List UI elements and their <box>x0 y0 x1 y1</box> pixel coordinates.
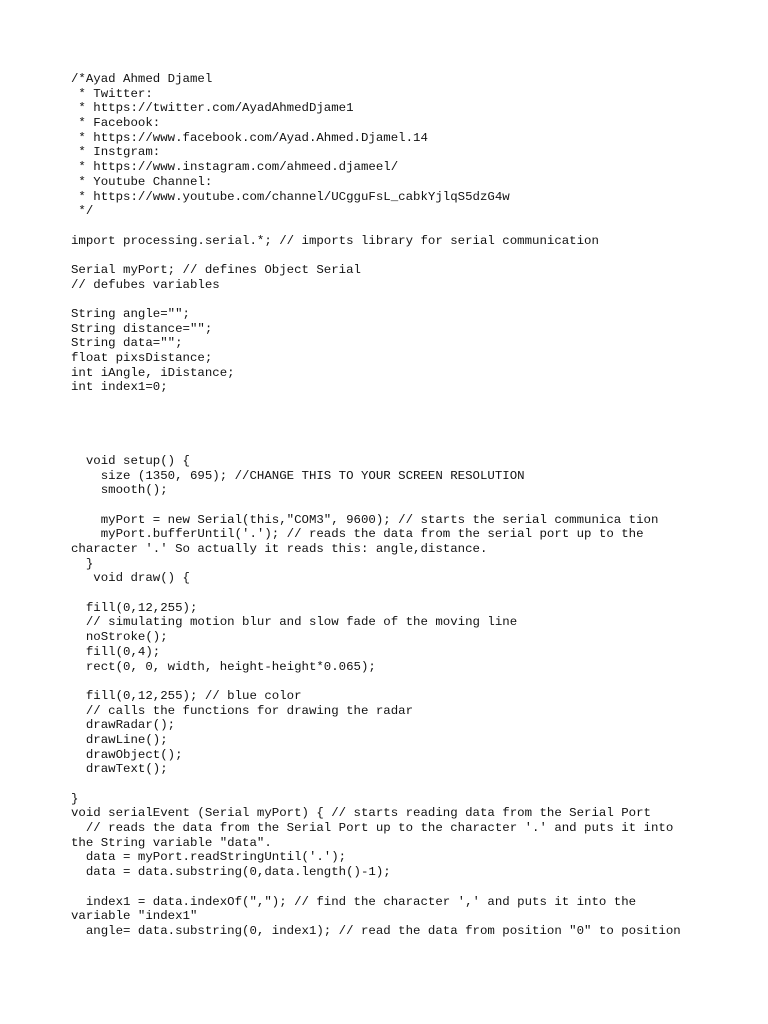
code-line: data = myPort.readStringUntil('.'); <box>71 850 347 865</box>
code-line: void serialEvent (Serial myPort) { // starts reading data from the Serial Port <box>71 806 651 821</box>
code-line: // simulating motion blur and slow fade of the moving line <box>71 615 518 630</box>
code-line: noStroke(); <box>71 630 168 645</box>
code-line: Serial myPort; // defines Object Serial <box>71 262 361 277</box>
code-line: * Instgram: <box>71 145 161 160</box>
code-line <box>71 410 711 425</box>
code-line: index1 = data.indexOf(","); // find the character ',' and puts it into the <box>71 894 637 909</box>
code-line: String angle=""; <box>71 307 190 321</box>
code-line <box>71 498 711 513</box>
code-line: * https://www.instagram.com/ahmeed.djameel/ <box>71 160 399 175</box>
code-listing <box>71 72 711 939</box>
code-line <box>71 292 711 307</box>
code-line: rect(0, 0, width, height-height*0.065); <box>71 659 376 674</box>
code-line: // defubes variables <box>71 277 220 292</box>
code-line <box>71 425 711 440</box>
code-line: variable "index1" <box>71 909 198 924</box>
code-line: myPort.bufferUntil('.'); // reads the data from the serial port up to the <box>71 527 644 542</box>
code-line: int index1=0; <box>71 380 168 395</box>
code-line: float pixsDistance; <box>71 351 213 366</box>
code-line <box>71 880 711 895</box>
code-line: String distance=""; <box>71 321 213 336</box>
code-line: * https://www.facebook.com/Ayad.Ahmed.Djamel.14 <box>71 130 428 145</box>
code-line: myPort = new Serial(this,"COM3", 9600); // starts the serial communica tion <box>71 512 659 527</box>
code-line <box>71 586 711 601</box>
code-line <box>71 219 711 234</box>
code-line <box>71 439 711 454</box>
code-line: String data=""; <box>71 336 183 351</box>
code-line: import processing.serial.*; // imports library for serial communication <box>71 233 599 248</box>
code-line: angle= data.substring(0, index1); // read the data from position "0" to position <box>71 923 681 938</box>
code-line: } <box>71 791 79 806</box>
code-line: // reads the data from the Serial Port up to the character '.' and puts it into <box>71 821 674 836</box>
code-line: fill(0,4); <box>71 644 161 659</box>
code-line: data = data.substring(0,data.length()-1); <box>71 865 391 880</box>
code-line <box>71 248 711 263</box>
code-line: smooth(); <box>71 483 168 498</box>
code-line <box>71 395 711 410</box>
code-line: fill(0,12,255); // blue color <box>71 688 302 703</box>
code-line: * Twitter: <box>71 86 153 101</box>
code-line <box>71 674 711 689</box>
code-line: drawObject(); <box>71 747 183 762</box>
code-line: drawText(); <box>71 762 168 777</box>
code-line: size (1350, 695); //CHANGE THIS TO YOUR SCREEN RESOLUTION <box>71 468 525 483</box>
code-line: // calls the functions for drawing the radar <box>71 703 414 718</box>
code-line: drawRadar(); <box>71 718 176 733</box>
code-line: void setup() { <box>71 453 190 468</box>
code-line: drawLine(); <box>71 732 168 747</box>
code-line: * Youtube Channel: <box>71 174 213 189</box>
code-line: fill(0,12,255); <box>71 600 198 615</box>
code-line: * https://twitter.com/AyadAhmedDjame1 <box>71 101 354 116</box>
code-line <box>71 777 711 792</box>
code-line: the String variable "data". <box>71 835 272 850</box>
code-line: * https://www.youtube.com/channel/UCgguFsL_cabkYjlqS5dzG4w <box>71 189 510 204</box>
code-line: int iAngle, iDistance; <box>71 365 235 380</box>
code-line: * Facebook: <box>71 116 161 131</box>
code-line: /*Ayad Ahmed Djamel <box>71 72 213 86</box>
code-line: } <box>71 556 94 571</box>
code-line: character '.' So actually it reads this: angle,distance. <box>71 542 488 556</box>
code-line: */ <box>71 204 94 219</box>
code-line: void draw() { <box>71 571 190 586</box>
